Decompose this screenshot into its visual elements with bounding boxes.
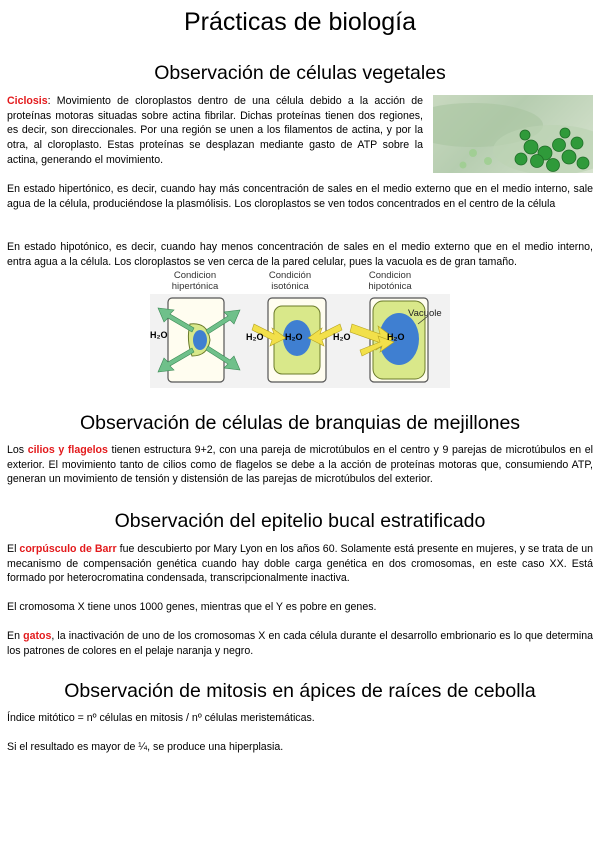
water-label: H₂O [285, 332, 303, 342]
label-line: isotónica [271, 281, 309, 292]
keyword-cilios-flagelos: cilios y flagelos [27, 444, 108, 456]
label-line: hipotónica [368, 281, 412, 292]
cilios-text: tienen estructura 9+2, con una pareja de microtúbulos en el centro y 9 parejas de microtúbulos en el exterior. El movimiento tanto de cilios como de flagelos se debe a la acción de proteínas motoras que, consumiendo ATP, generan un movimiento de tensión y distensión de las parejas de microtúbulos del exterior. [7, 444, 593, 486]
ciclosis-text: : Movimiento de cloroplastos dentro de una célula debido a la acción de proteínas motoras situadas sobre actina fibrilar. Dichas proteínas tienen dos regiones, es decir, son direccionales. Por una región se unen a los filamentos de actina, y por la otra, al cloroplasto. Estas proteínas se desplazan mediante gasto de ATP sobre la actina, generando el movimiento. [7, 95, 423, 166]
text-pre: En [7, 630, 24, 642]
indice-mitotico-paragraph: Índice mitótico = nº células en mitosis / nº células meristemáticas. [7, 712, 315, 724]
label-line: Condicion [368, 270, 412, 281]
label-isotonica [245, 270, 335, 292]
barr-text: fue descubierto por Mary Lyon en los años 60. Solamente está presente en mujeres, y se trata de un mecanismo de compensación genética cuando hay doble carga genética en dos cromosomas, en este caso XX. Está formado por heterocromatina condensada, transcripcionalmente inactiva. [7, 543, 593, 585]
label-hipertonica [150, 270, 240, 292]
keyword-ciclosis: Ciclosis [7, 95, 48, 107]
label-line: Condicion [173, 270, 217, 281]
hipertonico-paragraph: En estado hipertónico, es decir, cuando hay más concentración de sales en el medio externo que en el medio interno, sale agua de la célula, produciéndose la plasmólisis. Los cloroplastos se ven todos concentrados en el centro de la célula [7, 183, 593, 210]
chloroplast-micrograph [433, 95, 593, 173]
section-heading-mitosis: Observación de mitosis en ápices de raíces de cebolla [64, 680, 536, 702]
barr-paragraph [7, 542, 593, 586]
cromosoma-paragraph: El cromosoma X tiene unos 1000 genes, mientras que el Y es pobre en genes. [7, 601, 377, 613]
page-title: Prácticas de biología [183, 8, 417, 36]
gatos-text: , la inactivación de uno de los cromosomas X en cada célula durante el desarrollo embrionario es lo que determina los patrones de colores en el pelaje naranja y negro. [7, 630, 594, 657]
label-line: Condición [268, 270, 312, 281]
section-heading-epitelio: Observación del epitelio bucal estratificado [114, 510, 486, 532]
micrograph-drawing [433, 95, 593, 173]
water-label: H₂O [150, 330, 168, 340]
hiperplasia-paragraph: Si el resultado es mayor de ¼, se produce una hiperplasia. [7, 741, 284, 753]
keyword-corpusculo-barr: corpúsculo de Barr [19, 543, 117, 555]
cilios-paragraph [7, 443, 593, 487]
ciclosis-paragraph [7, 94, 423, 168]
text-pre: Los [7, 444, 28, 456]
text-pre: El [7, 543, 20, 555]
label-hipotonica [345, 270, 435, 292]
vacuole-label: Vacuole [408, 308, 442, 319]
label-line: hipertónica [171, 281, 219, 292]
keyword-gatos: gatos [23, 630, 52, 642]
gatos-paragraph [7, 629, 593, 658]
water-label: H₂O [333, 332, 351, 342]
water-label: H₂O [246, 332, 264, 342]
hipotonico-paragraph: En estado hipotónico, es decir, cuando hay menos concentración de sales en el medio externo que en el medio interno, entra agua a la célula. Los cloroplastos se ven cerca de la pared celular, pues la vacuola es de gran tamaño. [7, 241, 593, 268]
section-heading-branquias: Observación de células de branquias de mejillones [79, 412, 521, 434]
osmosis-figure [150, 270, 450, 388]
water-label: H₂O [387, 332, 405, 342]
section-heading-vegetales: Observación de células vegetales [154, 62, 446, 84]
